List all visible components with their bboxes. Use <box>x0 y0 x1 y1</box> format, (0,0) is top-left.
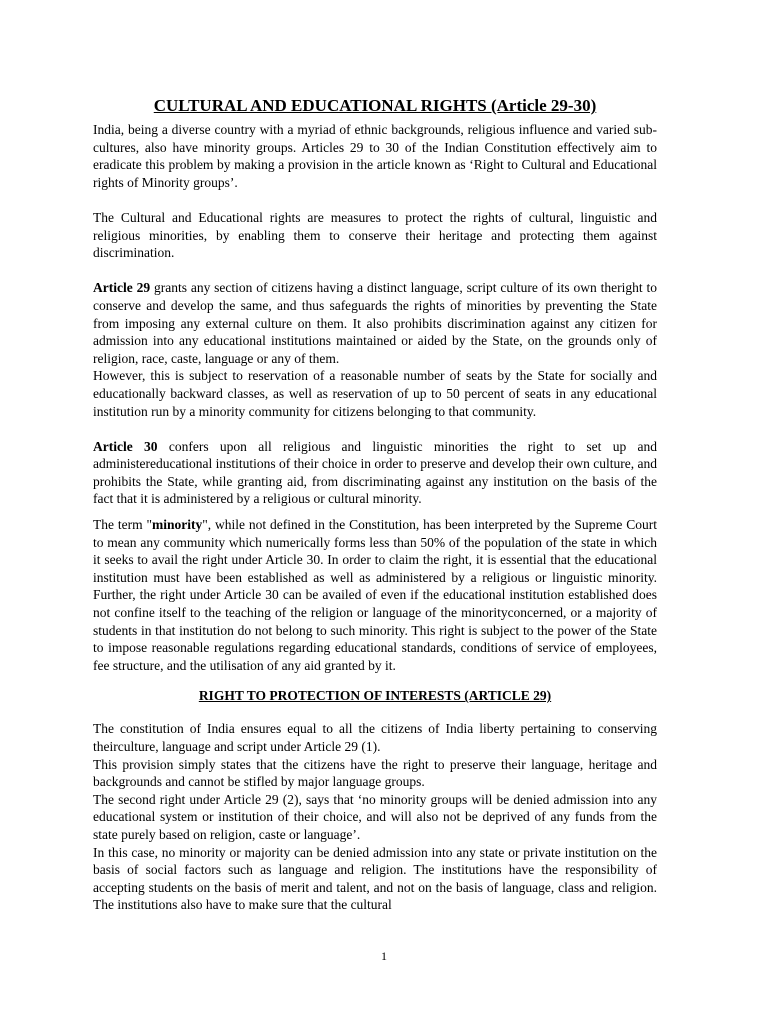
article-29-label: Article 29 <box>93 280 151 296</box>
reservation-paragraph: However, this is subject to reservation of a reasonable number of seats by the State for socially and educationally backward classes, as well as reservation of up to 50 percent of seats in any educational institution run by a minority community for citizens belonging to that community. <box>93 368 657 419</box>
document-body <box>93 94 657 914</box>
article-30-paragraph <box>93 438 657 508</box>
article-29-text: grants any section of citizens having a distinct language, script culture of its own theright to conserve and develop the same, and thus safeguards the rights of minorities by preventing the State from imposing any external culture on them. It also prohibits discrimination against any citizen for admission into any educational institutions maintained or aided by the State, on the grounds only of religion, race, caste, language or any of them. <box>93 280 657 366</box>
minority-text: ", while not defined in the Constitution, has been interpreted by the Supreme Court to mean any community which numerically forms less than 50% of the population of the state in which it seeks to avail the right under Article 30. In order to claim the right, it is essential that the educational institution must have been established as well as administered by a religious or linguistic minority. Further, the right under Article 30 can be availed of even if the educational institution established does not confine itself to the teaching of the religion or language of the minorityconcerned, or a majority of students in that institution do not belong to such minority. This right is subject to the power of the State to impose reasonable regulations regarding educational standards, conditions of service of employees, fee structure, and the utilisation of any aid granted by it. <box>93 517 657 673</box>
protection-paragraph-2: This provision simply states that the citizens have the right to preserve their language, heritage and backgrounds and cannot be stifled by major language groups. <box>93 756 657 790</box>
measures-paragraph: The Cultural and Educational rights are measures to protect the rights of cultural, linguistic and religious minorities, by enabling them to conserve their heritage and protecting them against discrimination. <box>93 209 657 261</box>
section-heading: RIGHT TO PROTECTION OF INTERESTS (ARTICLE 29) <box>198 688 552 704</box>
article-29-paragraph <box>93 279 657 367</box>
minority-paragraph <box>93 516 657 674</box>
protection-paragraph-4: In this case, no minority or majority can be denied admission into any state or private institution on the basis of social factors such as language and religion. The institutions have the responsibility of accepting students on the basis of merit and talent, and not on the basis of language, class and religion. The institutions also have to make sure that the cultural <box>93 844 657 913</box>
intro-paragraph: India, being a diverse country with a myriad of ethnic backgrounds, religious influence and varied sub-cultures, also have minority groups. Articles 29 to 30 of the Indian Constitution effectively aim to eradicate this problem by making a provision in the article known as ‘Right to Cultural and Educational rights of Minority groups’. <box>93 122 657 190</box>
protection-paragraph-1: The constitution of India ensures equal to all the citizens of India liberty pertaining to conserving theirculture, language and script under Article 29 (1). <box>93 721 657 754</box>
article-30-label: Article 30 <box>93 438 158 454</box>
document-title: CULTURAL AND EDUCATIONAL RIGHTS (Article 29-30) <box>153 96 597 115</box>
minority-term: minority <box>151 517 203 533</box>
page-number: 1 <box>381 949 387 963</box>
minority-prefix: The term " <box>93 517 152 533</box>
article-30-text: confers upon all religious and linguistic minorities the right to set up and administereducational institutions of their choice in order to preserve and develop their own culture, and prohibits the State, while granting aid, from discriminating against any institution on the basis of the fact that it is administered by a religious or cultural minority. <box>93 438 657 507</box>
protection-paragraph-3: The second right under Article 29 (2), says that ‘no minority groups will be denied admission into any educational system or institution of their choice, and will also not be deprived of any funds from the state purely based on religion, caste or language’. <box>93 791 657 842</box>
